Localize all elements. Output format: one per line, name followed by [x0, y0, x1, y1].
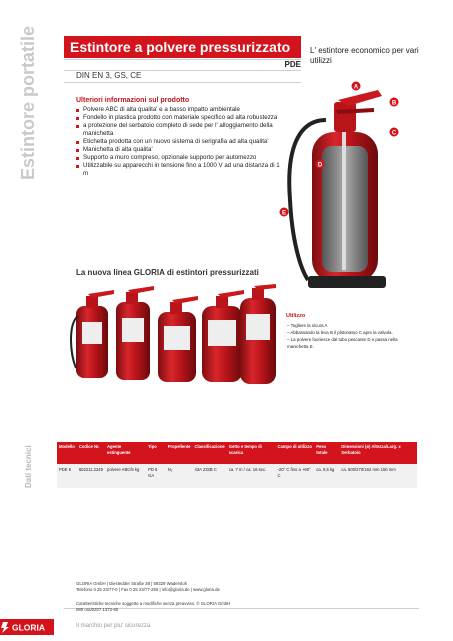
table-cell: 43A 233B C	[193, 464, 227, 488]
table-cell: -20° C fino a +60° C	[275, 464, 314, 488]
svg-text:E: E	[281, 210, 287, 217]
table-header: Campo di utilizzo	[275, 442, 314, 464]
table-header: Agente estinguente	[105, 442, 146, 464]
callout-a	[352, 82, 361, 91]
list-item: – Togliere la sicura A	[287, 322, 407, 329]
table-header: Getto e tempo di scarica	[227, 442, 276, 464]
table-cell: ca. 9,5 kg	[314, 464, 339, 488]
footer-note: Caratteristiche tecniche soggette a modifiche senza preavviso. © GLORIA GmbH	[76, 601, 231, 606]
table-row	[57, 464, 417, 488]
footer-address: GLORIA GmbH | Diestedder Straße 39 | 59329 Wadersloh	[76, 581, 187, 586]
list-item: Supporto a muro compreso, opzionale supporto per automezzo	[76, 154, 286, 162]
footer-company	[76, 581, 220, 593]
list-item: Utilizzabile su apparecchi in tensione fino a 1000 V ad una distanza di 1 m	[76, 162, 286, 178]
list-item: Fondello in plastica prodotto con materiale specifico ad alta robustezza	[76, 114, 286, 122]
list-item: – Abbassando la leva B il plstonatoo C apre la valvola.	[287, 329, 407, 336]
table-cell: 602211.2249	[77, 464, 105, 488]
norm-text: DIN EN 3, GS, CE	[76, 71, 142, 80]
usage-title: Utilizzo	[286, 313, 306, 319]
table-header: Codice Nr.	[77, 442, 105, 464]
callout-d	[316, 160, 325, 169]
footer-contact: Telefono 0 25 23/77-0 | Fax 0 25 23/77-255 | info@gloria.de | www.gloria.de	[76, 587, 220, 592]
usage-list	[287, 322, 407, 350]
slogan: Il marchio per piu' sicurezza	[76, 623, 151, 629]
info-title: Ulteriori informazioni sul prodotto	[76, 97, 190, 104]
page-title: Estintore a polvere pressurizzato	[64, 36, 301, 58]
table-header-row	[57, 442, 417, 464]
footer-code: 080 ora/0207.1372-60	[76, 607, 119, 612]
table-cell: ca. 500/270/162 mm 150 mm	[339, 464, 417, 488]
svg-text:B: B	[391, 100, 397, 107]
svg-text:GLORIA: GLORIA	[12, 622, 46, 633]
product-code: PDE	[284, 60, 301, 69]
side-label-tech: Dati tecnici	[24, 445, 33, 488]
list-item: Manichetta di alta qualita'	[76, 146, 286, 154]
table-header: Tipo	[146, 442, 166, 464]
list-item: – La polvere fuoriesce dal tubo pescante D e passa nella manichetta E.	[287, 336, 407, 350]
table-header: Dimensioni (ø) Altezza/Larg. x Serbatoio	[339, 442, 417, 464]
gloria-logo	[0, 619, 54, 635]
callout-b	[390, 98, 399, 107]
callout-c	[390, 128, 399, 137]
list-item: Etichetta prodotta con un nuovo sistema di serigrafia ad alta qualita'	[76, 138, 286, 146]
table-cell: N₂	[166, 464, 193, 488]
callout-e	[280, 208, 289, 217]
footer-note-block	[76, 601, 230, 613]
table-cell: PD 6 GA	[146, 464, 166, 488]
intro-text: L' estintore economico per vari utilizzi	[310, 46, 419, 65]
svg-text:C: C	[391, 130, 397, 137]
table-cell: PDE 6	[57, 464, 77, 488]
tech-data-table	[57, 442, 417, 488]
svg-text:D: D	[317, 162, 323, 169]
table-cell: ca. 7 m / ca. 16 sec.	[227, 464, 276, 488]
table-header: Peso totale	[314, 442, 339, 464]
norm-rule	[64, 82, 301, 83]
table-cell: polvere ABC/6 kg	[105, 464, 146, 488]
list-item: Polvere ABC di alta qualita' e a basso impatto ambientale	[76, 106, 286, 114]
extinguisher-family-image	[70, 284, 278, 388]
svg-text:A: A	[353, 84, 359, 91]
side-label: Estintore portatile	[18, 25, 38, 180]
table-header: Classificazione	[193, 442, 227, 464]
table-header: Modello	[57, 442, 77, 464]
main-extinguisher-image	[278, 80, 398, 295]
feature-list	[76, 106, 286, 178]
list-item: a protezione del serbatoio completo di sede per l' alloggiamento della manichetta	[76, 122, 286, 138]
table-header: Propellente	[166, 442, 193, 464]
product-line-title: La nuova linea GLORIA di estintori pressurizzati	[76, 268, 259, 277]
